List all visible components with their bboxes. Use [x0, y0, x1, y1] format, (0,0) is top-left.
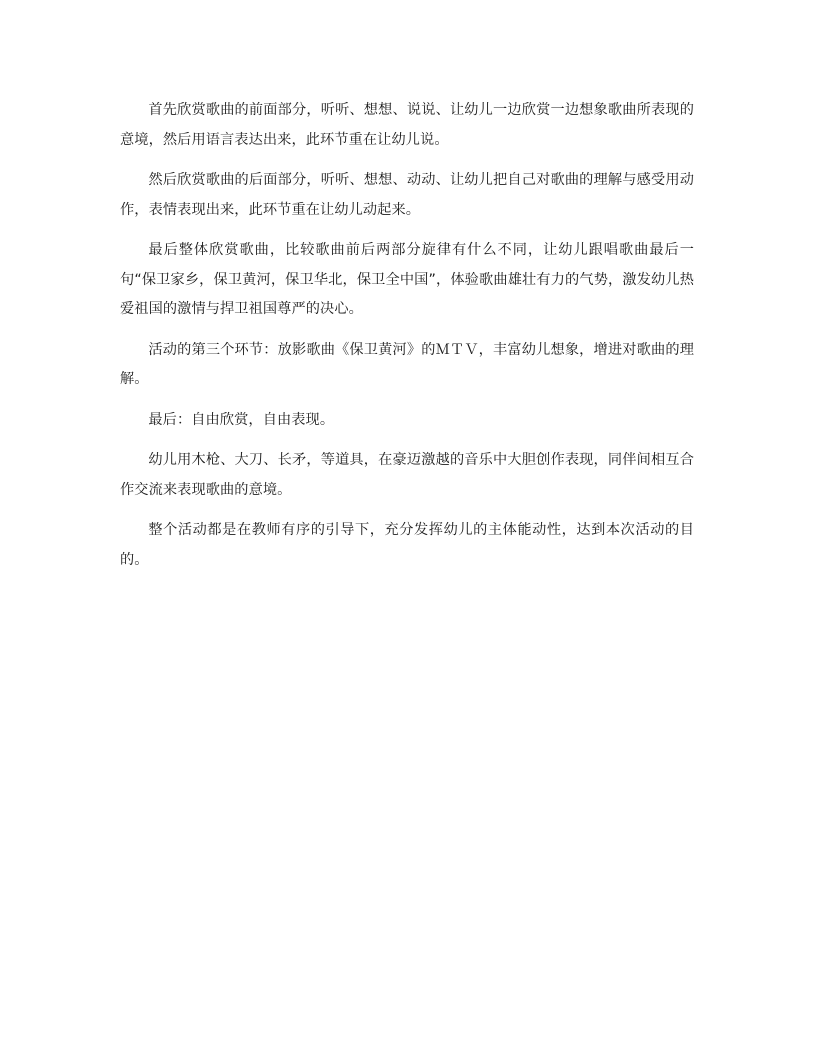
paragraph-3: 最后整体欣赏歌曲，比较歌曲前后两部分旋律有什么不同，让幼儿跟唱歌曲最后一句“保卫家乡，保卫黄河，保卫华北，保卫全中国”，体验歌曲雄壮有力的气势，激发幼儿热爱祖国的激情与捍卫祖国尊严的决心。: [120, 242, 694, 317]
paragraph-7: 整个活动都是在教师有序的引导下，充分发挥幼儿的主体能动性，达到本次活动的目的。: [120, 522, 694, 568]
paragraph-2: 然后欣赏歌曲的后面部分，听听、想想、动动、让幼儿把自己对歌曲的理解与感受用动作，表情表现出来，此环节重在让幼儿动起来。: [120, 172, 694, 218]
paragraph-5: 最后：自由欣赏，自由表现。: [148, 411, 335, 428]
paragraph-4: 活动的第三个环节：放影歌曲《保卫黄河》的ＭＴＶ，丰富幼儿想象，增进对歌曲的理解。: [120, 341, 694, 387]
paragraph-1: 首先欣赏歌曲的前面部分，听听、想想、说说、让幼儿一边欣赏一边想象歌曲所表现的意境，然后用语言表达出来，此环节重在让幼儿说。: [120, 102, 694, 148]
paragraph-6: 幼儿用木枪、大刀、长矛，等道具，在豪迈激越的音乐中大胆创作表现，同伴间相互合作交流来表现歌曲的意境。: [120, 452, 694, 498]
document-page: [120, 96, 694, 586]
